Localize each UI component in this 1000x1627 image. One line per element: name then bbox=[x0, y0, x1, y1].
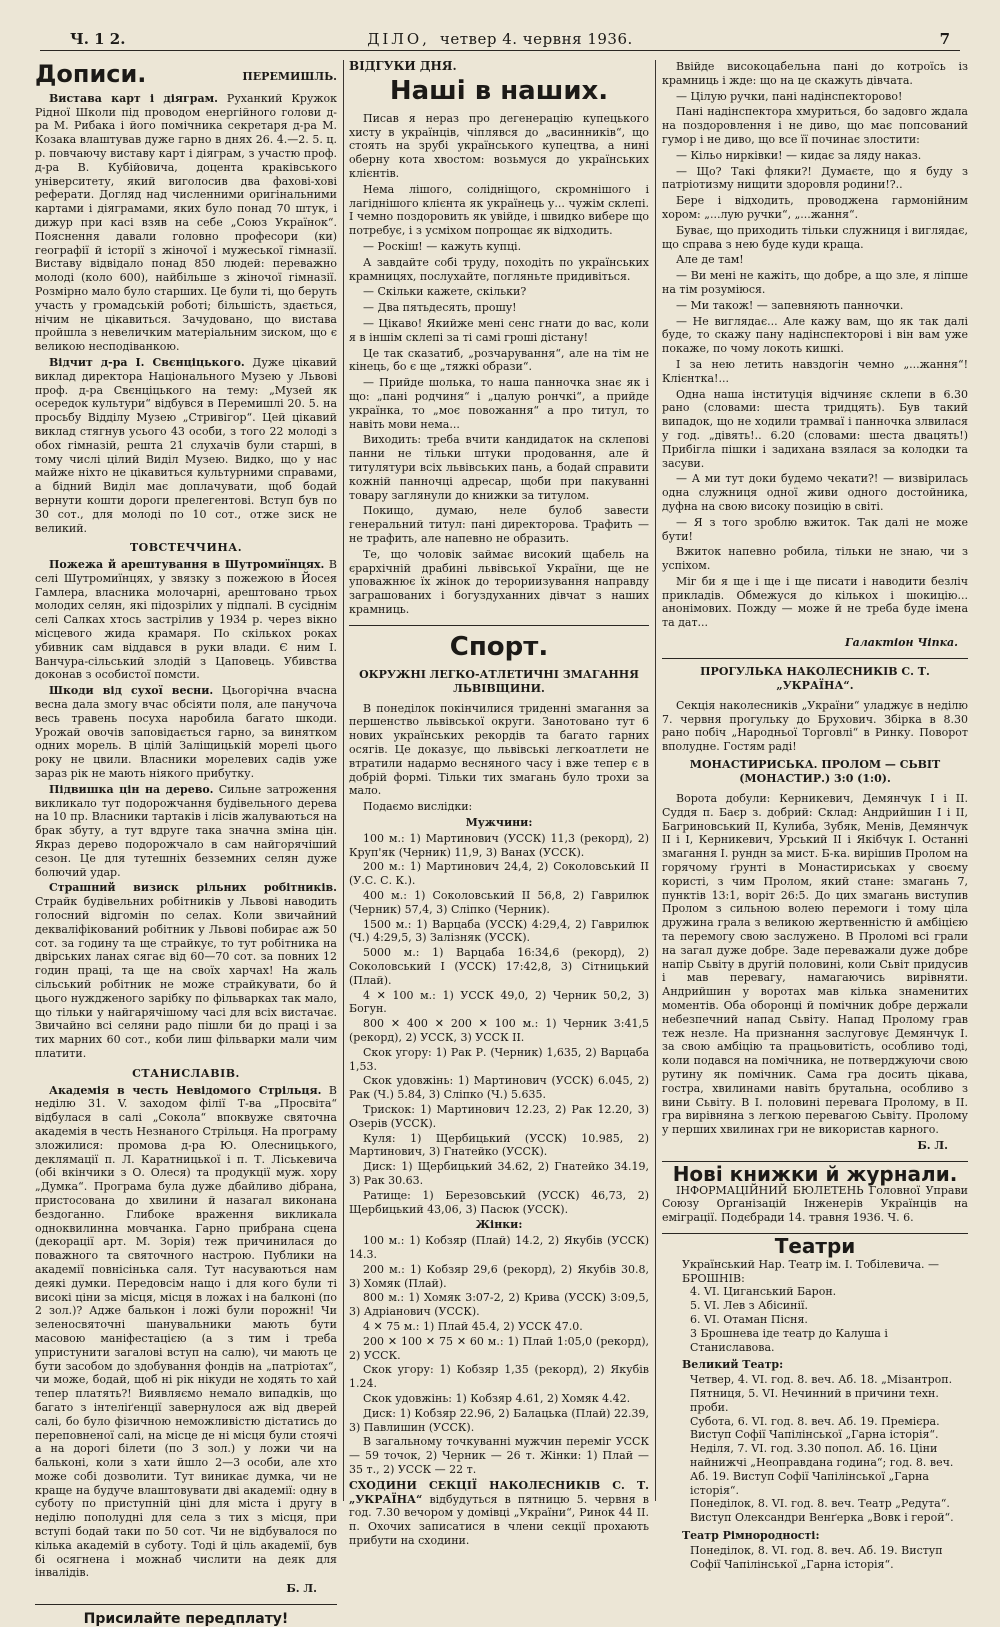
lead: Підвишка цін на дерево. bbox=[49, 782, 214, 796]
page-number-left: Ч. 1 2. bbox=[70, 30, 126, 48]
list-item: 3 Брошнева іде театр до Калуша і Станиславова. bbox=[690, 1326, 888, 1354]
paragraph: Те, що чоловік займає високий щабель на єрархічній драбині львівської України, ще не уповажнює їх жінок до терориизування направду заграшованих і богуздуханних дівчат з наших крамниць. bbox=[349, 547, 649, 616]
paragraph: — Скільки кажете, скільки? bbox=[363, 285, 527, 299]
paragraph: — А ми тут доки будемо чекати?! — визвірилась одна служниця одної живи одного достойника, дуфна на свою високу позицію в світі. bbox=[662, 472, 968, 513]
paragraph: — Цілую ручки, пані надінспекторовo! bbox=[676, 89, 903, 103]
column-continuation bbox=[662, 60, 968, 1571]
paragraph: Підвишка цін на дерево. Сильне затроження викликало тут подорожчання будівельного дерева на 10 пр. Власники тартаків і лісів жалуваються на брак збуту, а тут вдруге така значна зміна цін. Якраз дерево подорожчало в сам найгорячіший сезон. Це для тутешніх безземних селян дуже болючий удар. bbox=[35, 782, 337, 879]
result-line: 5000 м.: 1) Варцаба 16:34,6 (рекорд), 2) Соколовський І (УССК) 17:42,8, 3) Сітницький (Плай). bbox=[349, 946, 649, 987]
article-subhead: ПРОГУЛЬКА НАКОЛЕСНИКІВ С. Т. „УКРАЇНА“. bbox=[700, 664, 930, 692]
paragraph: — Кільо нирківки! — кидає за ляду наказ. bbox=[676, 148, 922, 162]
lead: Страшний визиск рільних робітників. bbox=[49, 881, 337, 895]
lead: СХОДИНИ СЕКЦІЇ НАКОЛЕСНИКІВ С. Т. „УКРАЇНА“ bbox=[349, 1478, 649, 1506]
paragraph: Вистава карт і діяграм. Руханкий Кружок Рідної Школи під проводом енергійного голови д-ра М. Рибака і його помічника секретаря д-ра М. Козака влаштував дуже гарно в днях 26. 4.—2. 5. ц. р. повчаючу виставу карт і діяграм, з участю проф. д-ра В. Кубійовича, доцента краківського університету, який виголосив два фахові-хові реферати. Догляд над численними оригінальними картами і діяграмами, яких було понад 70 штук, і дижур при касі взяв на себе „Союз Українок“. Пояснення давали головно професори (ки) географії й історії з жіночої і мужеської гімназії. Виставу відвідало понад 850 людей: переважно молоді (коло 600), найбільше з жіночої гімназії. Розмірно мало було старших. Це були ті, що беруть участь у громадській роботі; більшість, здається, нічим не цікавиться. Зачудовано, що вистава пройшла з невеличким матеріальним зиском, що є великою несподіванкою. bbox=[35, 91, 337, 354]
article-subhead: ОКРУЖНІ ЛЕГКО-АТЛЕТИЧНІ ЗМАГАННЯ ЛЬВІВЩИНИ. bbox=[359, 667, 639, 695]
signature: Б. Л. bbox=[917, 1138, 948, 1152]
article-headline: Наші в наших. bbox=[389, 75, 609, 106]
result-line: 100 м.: 1) Мартинович (УССК) 11,3 (рекорд), 2) Круп'як (Черник) 11,9, 3) Ванах (УССК). bbox=[349, 831, 649, 859]
signature: Б. Л. bbox=[286, 1582, 317, 1596]
place-heading: ПЕРЕМИШЛЬ. bbox=[242, 70, 337, 83]
result-line: Ратище: 1) Березовський (УССК) 46,73, 2) Щербицький 43,06, 3) Пасюк (УССК). bbox=[349, 1188, 649, 1216]
lead: Пожежа й арештування в Шутромиїнцях. bbox=[49, 558, 325, 572]
result-line: Диск: 1) Щербицький 34.62, 2) Гнатейко 34.19, 3) Рак 30.63. bbox=[349, 1160, 649, 1187]
paragraph: Пані надінспектора хмуриться, бо задовго ждала на поздоровлення і не диво, що має попсований гумор і не диво, що все її починає злостити: bbox=[662, 105, 968, 146]
list-item: Субота, 6. VI. год. 8. веч. Аб. 19. Премієра. Виступ Софії Чапілінської „Гарна історія“. bbox=[690, 1414, 940, 1442]
place-heading: ТОВСТЕЧЧИНА. bbox=[129, 541, 243, 555]
paragraph: Академія в честь Невідомого Стрільця. В неділю 31. V. заходом філії Т-ва „Просвіта“ відбулася в салі „Сокола“ впоквуже святочна академія в честь Незнаного Стрільця. На програму зложилися: промова д-ра Ю. Олесницького, деклямації п. Л. Каратницької і п. Т. Ліськевича (обі вкінчики з О. Олеся) та продукції муж. хору „Думка“. Програма була дуже дбайливо дібрана, пристосована до хвилини й назагал виконана бездоганно. Глибоке враження викликала одноквилинна мовчанка. Гарно прибрана сцена (декорації арт. М. Зорія) теж причинилася до поважного та святочного настрою. Публики на академії повнісінька саля. Тут насуваються нам деякі думки. Передовсім нащо і для кого були ті високі ціни за місця, місця в ложах і на балконі (по 2 зол.)? Адже балькон і ложі були порожні! Чи зеленосвяточні шанувальники мають бути масовою маніфестацією (а з тим і треба упристунити загалові вступ на салю), чи мають це бути засобом до здобування фондів на „патріотах“, чи може, бодай, щоб ні рік нікуди не ходять то хай тепер платять?! Виявляємо немало випадків, що багато з інтеліґенції завернулося аж від дверей салі, бо було фізичною неможливістю дістатись до переповненої салі, на місце де ні місця були стоячі а на дорогі білети (по 3 зол.) у ложи чи на бальконі, коли з хати йшло 2—3 особи, але хто може собі дозволити. Тут виникає думка, чи не краще на будуче влаштовувати дві академії: одну в суботу по приступній ціні для міста і другу в неділю пополудні для села з тих з місця, при вступі бодай таки по 50 сот. Чи не відбувалося по кілька академій в суботу. Тоді й ціль академії, був бі осягнена і можнаб числити на деяк для інвалідів. bbox=[35, 1083, 337, 1580]
paragraph: Міг би я ще і ще і ще писати і наводити безліч прикладів. Обмежуся до кількох і шокицію... анонімових. Пожду — може й не треба буде імена та дат... bbox=[662, 574, 968, 630]
article-subhead: МОНАСТИРИСЬКА. ПРОЛОМ — СЬВІТ (МОНАСТИР.) 3:0 (1:0). bbox=[689, 758, 941, 786]
section-title: Спорт. bbox=[449, 631, 549, 662]
paragraph: Шкоди від сухої весни. Цьогорічна вчасна весна дала змогу вчас обсіяти поля, але панучоча весь травень посуха наробила багато шкоди. Урожай овочів заповідається гарно, за винятком одних морель. В цілій Заліщицькій морелі цього року не цвили. Власники морелевих садів уже зараз рік не мають ніякого прибутку. bbox=[35, 684, 337, 781]
paragraph: — Я з того зроблю вжиток. Так далі не може бути! bbox=[662, 515, 968, 543]
result-line: 800 ✕ 400 ✕ 200 ✕ 100 м.: 1) Черник 3:41,5 (рекорд), 2) УССК, 3) УССК ІІ. bbox=[349, 1017, 649, 1045]
paragraph: Ворота добули: Керникевич, Демянчук І і ІІ. Суддя п. Баєр з. добрий: Склад: Андрийшин І і ІІ, Багриновський ІІ, Кулиба, Зубяк, Менів, Демянчук ІІ і І, Керникевич, Урський ІІ і Якібчук І. Останні змагання І. рундн за мист. Б-ка. вирішив Пролом на горячому ґрунті в Монастириськах у своєму користі, з чим Пролом, який стане: змагань 7, пунктів 13:1, воріт 26:5. До цих змагань виступив Пролом з сильною волею перемоги і тому ціла дружина грала з великою жертвенністю й амбіцією та перемогу свою заслужено. В Проломі всі грали на загал дуже добре. Заде переважали дуже добре напір Сьвіту в другій половині, коли Сьвіт придусив і мав перевагу, намагаючись вирівняти. Андрийшин у воротах мав кількa знаменитих моментів. Оба оборонці й помічник добре держали небезпечний напад Сьвіту. Напад Пролому грав теж незле. На признання заслуговує Демянчук І. за свою амбіцію та працьовитість, особливо тоді, коли подався на помічника, не потверджуючи свою рутину як помічник. Сама гра досить цікава, гостра, хвилинами навіть брутальна, особливо з вини Сьвіту. В І. половині перевага Пролому, в ІІ. гра вирівняна з легкою перевагою Сьвіту. Пролому у перших хвилинах гри не використав карного. bbox=[662, 792, 968, 1137]
place-heading: СТАНИСЛАВІВ. bbox=[132, 1066, 240, 1080]
paragraph: В загальному точкуванні мужчин переміг УССК — 59 точок, 2) Черник — 26 т. Жінки: 1) Плай — 35 т., 2) УССК — 22 т. bbox=[349, 1435, 649, 1476]
lead: Шкоди від сухої весни. bbox=[49, 684, 214, 698]
paragraph: Покищо, думаю, неле булоб завести генеральний титул: пані директорова. Трафить — не трафить, але напевно не образить. bbox=[349, 504, 649, 545]
theatre-group: Театр Рімнородності: bbox=[682, 1528, 820, 1542]
column-correspondence bbox=[35, 60, 338, 1627]
result-line: Скок угору: 1) Рак Р. (Черник) 1,635, 2) Варцаба 1,53. bbox=[349, 1045, 649, 1073]
paragraph: Це так сказатиб, „розчарування“, але на тім не кінець, бо є ще „тяжкі образи“. bbox=[349, 346, 649, 374]
divider bbox=[35, 1604, 337, 1605]
section-title: Нові книжки й журнали. bbox=[672, 1161, 958, 1186]
theatre-group: Великий Театр: bbox=[682, 1358, 784, 1372]
paragraph: — Прийде шолька, то наша панночка знає як і що: „пані родчиня“ і „цалую рончкі“, а прийде українка, то „моє повожання“ а про титул, то навіть мови нема... bbox=[349, 376, 649, 431]
paper-name: ДІЛО, bbox=[367, 30, 430, 48]
list-item: 6. VI. Отаман Пісня. bbox=[690, 1312, 808, 1326]
result-line: 100 м.: 1) Кобзяр (Плай) 14.2, 2) Якубів (УССК) 14.3. bbox=[349, 1234, 649, 1261]
paragraph: Писав я нераз про дегенерацію купецького хисту в українців, чіплявся до „васинників“, що стоять на зрубі українського купецтва, а нині оберну кота хвостом: возьмуся до українських клієнтів. bbox=[349, 111, 649, 180]
results-label: Жінки: bbox=[475, 1218, 523, 1232]
column-divider bbox=[655, 60, 656, 1501]
result-line: 200 ✕ 100 ✕ 75 ✕ 60 м.: 1) Плай 1:05,0 (рекорд), 2) УССК. bbox=[349, 1334, 649, 1362]
list-item: Понеділок, 8. VI. год. 8. веч. Театр „Редута“. Виступ Олександри Венґерка „Вовк і герой“. bbox=[690, 1497, 954, 1525]
paragraph: Подаємо вислідки: bbox=[363, 800, 473, 814]
paragraph: Одна наша інституція відчиняє склепи в 6.30 рано (словами: шеста тридцять). Був такий випадок, що не ходили трамваї і панночка злвилася у год. „дівять!.. 6.20 (словами: шеста двацять!) Прибігла пішки і задихана взялася за колодки та засуви. bbox=[662, 387, 968, 470]
result-line: Трискок: 1) Мартинович 12.23, 2) Рак 12.20, 3) Озерів (УССК). bbox=[349, 1103, 649, 1130]
result-line: 800 м.: 1) Хомяк 3:07-2, 2) Крива (УССК) 3:09,5, 3) Адріанович (УССК). bbox=[349, 1291, 649, 1319]
paragraph: — Що? Такі фляки?! Думаєте, що я буду з патріотизму нищити здоровля родини!?.. bbox=[662, 164, 968, 192]
rubric: ВІДГУКИ ДНЯ. bbox=[349, 59, 457, 73]
divider bbox=[662, 658, 968, 659]
column-echoes-sport bbox=[349, 59, 649, 1547]
paragraph: Пожежа й арештування в Шутромиїнцях. В селі Шутромиїнцях, у звязку з пожежою в Йосея Гамлера, власника молочарні, арештовано трьох молодих селян, які підозрілих у підпалі. В сусіднім селі Салках хтось застрілив у 1934 р. через вікно місцевого жида крамаря. По скількох роках убивник сам віддався в руки влади. Є ним І. Ванчура-сільський злодій з Цаповець. Убивства доконав з особистої помсти. bbox=[35, 558, 337, 682]
result-line: 1500 м.: 1) Варцаба (УССК) 4:29,4, 2) Гаврилюк (Ч.) 4:29,5, 3) Залізняк (УССК). bbox=[349, 917, 649, 945]
list-item: Пятниця, 5. VI. Нечинний в причини техн. проби. bbox=[690, 1386, 939, 1414]
paragraph: Вжиток напевно робила, тільки не знаю, чи з успіхом. bbox=[662, 545, 968, 573]
result-line: Диск: 1) Кобзяр 22.96, 2) Балацька (Плай) 22.39, 3) Павлишин (УССК). bbox=[349, 1406, 649, 1434]
paragraph: — Не виглядає... Але кажу вам, що як так далі буде, то скажу пану надінспекторові і він вам уже покаже, по чому локоть кишкі. bbox=[662, 314, 968, 356]
paragraph: — Ви мені не кажіть, що добре, а що зле, я ліпше на тім розуміюся. bbox=[662, 269, 968, 296]
result-line: Скок удовжінь: 1) Кобзяр 4.61, 2) Хомяк 4.42. bbox=[363, 1391, 631, 1405]
section-title: Театри bbox=[774, 1233, 856, 1258]
paragraph: — Цікаво! Якийже мені сенс гнати до вас, коли я в іншім склепі за ті самі гроші дістану! bbox=[349, 316, 649, 344]
column-divider bbox=[343, 60, 344, 1501]
result-line: Скок угору: 1) Кобзяр 1,35 (рекорд), 2) Якубів 1.24. bbox=[349, 1363, 649, 1391]
subscription-call: Присилайте передплату! bbox=[83, 1611, 289, 1627]
result-line: 200 м.: 1) Кобзяр 29,6 (рекорд), 2) Якубів 30.8, 3) Хомяк (Плай). bbox=[349, 1262, 649, 1290]
paragraph: В понеділок покінчилися триденні змагання за першенство львівської округи. Занотовано тут 6 нових українських рекордів та багато гарних осягів. Це доказує, що львівські легкоатлети не втратили надармо весняного часу і вже тепер є в добрій формі. Тільки тих змагань було трохи за мало. bbox=[349, 701, 649, 798]
result-line: 400 м.: 1) Соколовський ІІ 56,8, 2) Гаврилюк (Черник) 57,4, 3) Сліпко (Черник). bbox=[349, 889, 649, 916]
section-title: Дописи. bbox=[35, 60, 147, 88]
paragraph: Але де там! bbox=[676, 253, 744, 267]
paragraph: Нема лішого, солідніщого, скромнішого і лагіднішого клієнта як українець у... чужім склепі. І чемно поздоровить як увійде, і швидко вибере що потребує, і з усміхом попрощає як відходить. bbox=[349, 182, 649, 238]
paragraph: Виходить: треба вчити кандидаток на склепові панни не тільки штуки продовання, але й титулятури всіх львівських пань, а бодай спрaвити кожній панночці адресар, щоби при пакуванні товару заглянули до книжки за титулом. bbox=[349, 433, 649, 502]
paragraph: Відчит д-ра І. Свєнціцького. Дуже цікавий виклад директора Національного Музею у Львові проф. д-ра Свєнціцького на тему: „Музей як осередок культури“ відбувся в Перемишлі 20. 5. на просьбу Відділу Музею „Стривігор“. Цей цікавий виклад стягнув усього 43 особи, з того 22 молоді з обох гімназій, решта 21 слухачів були старші, в тому числі цілий Виділ Музею. Видко, що у нас майже ніхто не цікавиться культурними справами, а бідний Виділ має доплачувати, щоб бодай вернути кошти дороги прелегентові. Вступ був по 30 сот., для молоді по 10 сот., отже зиск не великий. bbox=[35, 355, 338, 535]
result-line: Скок удовжінь: 1) Мартинович (УССК) 6.045, 2) Рак (Ч.) 5.84, 3) Сліпко (Ч.) 5.635. bbox=[349, 1074, 649, 1102]
page-header bbox=[40, 28, 960, 51]
result-line: 200 м.: 1) Мартинович 24,4, 2) Соколовський ІІ (У.С. С. К.). bbox=[349, 860, 649, 888]
list-item: Четвер, 4. VI. год. 8. веч. Аб. 18. „Мізантроп. bbox=[690, 1373, 953, 1387]
results-label: Мужчини: bbox=[465, 816, 533, 830]
page-number-right: 7 bbox=[939, 30, 950, 48]
paragraph: Ввійде високоцабельна пані до котроїсь із крамниць і жде: що на це скажуть дівчата. bbox=[662, 60, 968, 87]
paragraph: — Ми також! — запевняють панночки. bbox=[676, 298, 904, 312]
paragraph: Буває, що приходить тільки служниця і виглядає, що справа з нею буде куди краща. bbox=[662, 223, 968, 251]
paragraph: А завдайте собі труду, походіть по українських крамницях, послухайте, погляньте придивіться. bbox=[349, 255, 649, 283]
paragraph: — Роскіш! — кажуть купці. bbox=[363, 239, 522, 253]
result-line: Куля: 1) Щербицький (УССК) 10.985, 2) Мартинович, 3) Гнатейко (УССК). bbox=[349, 1131, 649, 1159]
issue-date: четвер 4. червня 1936. bbox=[439, 30, 633, 48]
theatre-company: Український Нар. Театр ім. І. Тобілевича. — БРОШНІВ: bbox=[682, 1257, 940, 1285]
paragraph: І за нею летить навздогін чемно „...жання“! Клієнтка!... bbox=[662, 357, 968, 385]
paragraph: Бере і відходить, проводжена гармонійним хором: „...лую ручки“, „...жання“. bbox=[662, 194, 968, 221]
list-item: Понеділок, 8. VI. год. 8. веч. Аб. 19. Виступ Софії Чапілінської „Гарна історія“. bbox=[690, 1543, 943, 1571]
list-item: 5. VI. Лев з Абісинії. bbox=[690, 1299, 808, 1313]
paragraph: Секція наколесників „України“ уладжує в неділю 7. червня прогульку до Брухович. Збірка в 8.30 рано побіч „Народньої Торговлі“ в Ринку. Поворот вполудне. Гостям раді! bbox=[662, 698, 968, 754]
lead: Вистава карт і діяграм. bbox=[49, 91, 218, 105]
masthead-line bbox=[40, 30, 960, 48]
list-item: Неділя, 7. VI. год. 3.30 попол. Аб. 16. Ціни найнижчі „Неоправдана година“; год. 8. веч. Аб. 19. Виступ Софії Чапілінської „Гарна історія“. bbox=[690, 1442, 954, 1497]
divider bbox=[349, 625, 649, 626]
list-item: 4. VI. Циганський Барон. bbox=[690, 1285, 837, 1299]
lead: Академія в честь Невідомого Стрільця. bbox=[49, 1083, 322, 1097]
author-signature: Галактіон Чіпка. bbox=[845, 636, 958, 650]
paragraph: Страшний визиск рільних робітників. Страйк будівельних робітників у Львові наводить голосний відгомін по селах. Коли звичайний декваліфікований робітник у Львові побирає аж 50 сот. за годину та ще страйкує, то тут робітника на двірських ланах сягає від 60—70 сот. за повних 12 годин праці, та ще на своїх харчах! На жаль сільський робітник не може страйкувати, бо й цього нуждженого зарібку по фільварках так мало, що тільки у найгарячішому часі для всіх вистачає. Звичайно всі селяни радо пішли би до праці і за тих марних 60 сот., коби лиш фільварки мали чим платити. bbox=[35, 881, 337, 1060]
paragraph: — Два пятьдесять, прошу! bbox=[363, 301, 517, 315]
paragraph: ІНФОРМАЦІЙНИЙ БЮЛЕТЕНЬ Головної Управи Союзу Організацій Інженерів Українців на еміграції. Подєбради 14. травня 1936. Ч. 6. bbox=[662, 1183, 968, 1225]
lead: Відчит д-ра І. Свєнціцького. bbox=[49, 355, 245, 369]
result-line: 4 ✕ 75 м.: 1) Плай 45.4, 2) УССК 47.0. bbox=[363, 1319, 583, 1333]
paragraph: СХОДИНИ СЕКЦІЇ НАКОЛЕСНИКІВ С. Т. „УКРАЇНА“ відбудуться в пятницю 5. червня в год. 7.30 вечором у домівці „України“, Ринок 44 ІІ. п. Охочих записатися в члени секції прохають прибути на сходини. bbox=[349, 1478, 649, 1547]
result-line: 4 ✕ 100 м.: 1) УССК 49,0, 2) Черник 50,2, 3) Богун. bbox=[349, 988, 649, 1016]
